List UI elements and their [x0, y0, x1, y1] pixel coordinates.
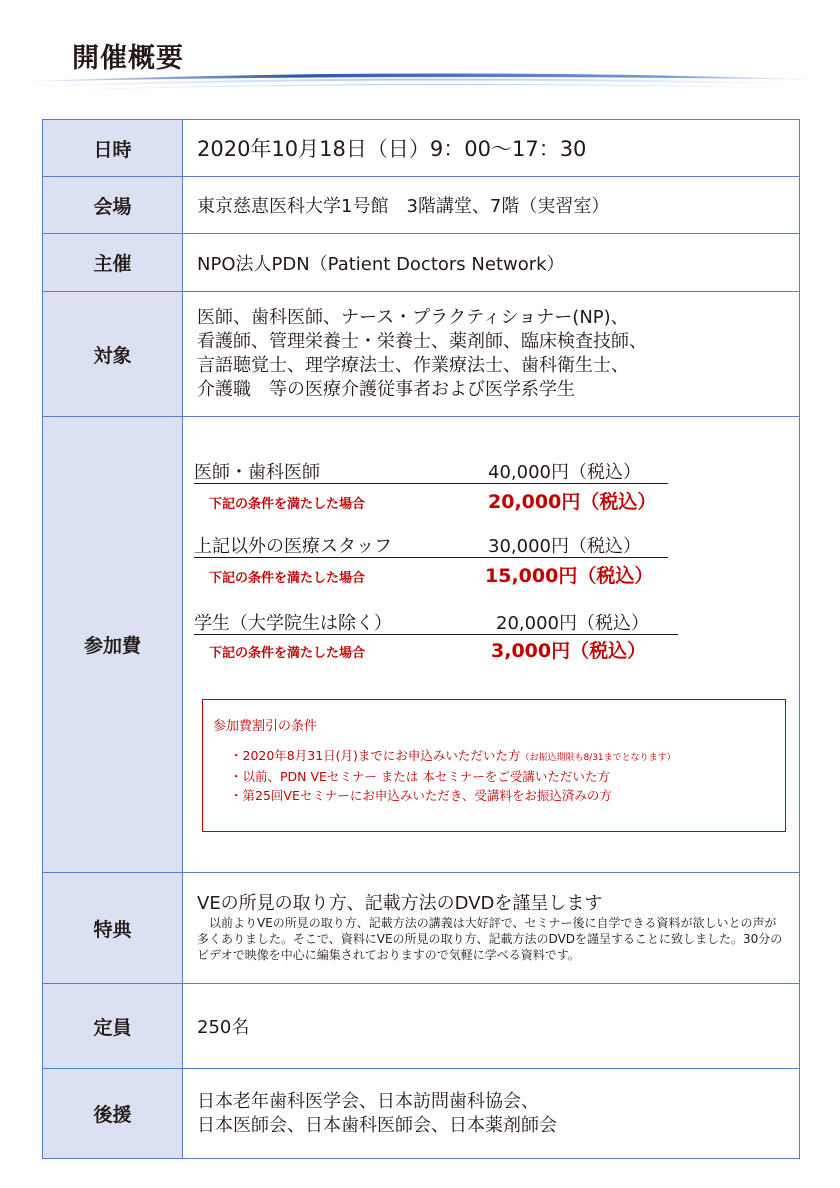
label-datetime: 日時 — [43, 120, 183, 177]
support-line: 日本医師会、日本歯科医師会、日本薬剤師会 — [197, 1114, 557, 1136]
discount-condition-note: （お振込期限も8/31までとなります） — [520, 752, 676, 763]
fee-section — [183, 420, 799, 870]
discount-conditions-box — [202, 699, 786, 832]
fee-discount-price: 20,000円（税込） — [488, 490, 657, 513]
label-fee: 参加費 — [43, 417, 183, 873]
fee-underline — [194, 483, 668, 484]
value-datetime: 2020年10月18日（日）9：00～17：30 — [183, 120, 800, 177]
event-overview-table — [42, 119, 800, 1159]
discount-condition-item — [230, 746, 676, 764]
row-organizer — [43, 234, 800, 292]
target-line: 看護師、管理栄養士・栄養士、薬剤師、臨床検査技師、 — [197, 331, 647, 352]
row-target — [43, 292, 800, 417]
discount-conditions-title: 参加費割引の条件 — [213, 718, 318, 734]
fee-tier-name: 上記以外の医療スタッフ — [194, 535, 392, 557]
page-title: 開催概要 — [72, 43, 184, 74]
fee-condition-label: 下記の条件を満たした場合 — [209, 570, 366, 586]
fee-tier-name: 学生（大学院生は除く） — [194, 612, 392, 634]
target-line: 介護職 等の医療介護従事者および医学系学生 — [197, 379, 575, 400]
value-organizer: NPO法人PDN（Patient Doctors Network） — [183, 234, 800, 292]
target-line: 言語聴覚士、理学療法士、作業療法士、歯科衛生士、 — [197, 355, 629, 376]
fee-condition-label: 下記の条件を満たした場合 — [209, 645, 366, 661]
support-line: 日本老年歯科医学会、日本訪問歯科協会、 — [197, 1090, 539, 1112]
fee-tier-name: 医師・歯科医師 — [194, 461, 320, 483]
label-target: 対象 — [43, 292, 183, 417]
row-datetime — [43, 120, 800, 177]
row-perk — [43, 873, 800, 984]
discount-condition-text: ・2020年8月31日(月)までにお申込みいただいた方 — [230, 747, 521, 763]
row-capacity — [43, 984, 800, 1069]
fee-discount-price: 3,000円（税込） — [491, 639, 647, 662]
perk-description: 以前よりVEの所見の取り方、記載方法の講義は大好評で、セミナー後に自学できる資料が欲しいとの声が多くありました。そこで、資料にVEの所見の取り方、記載方法のDVDを謹呈することに致しました。30分のビデオで映像を中心に編集されておりますので気軽に学べる資料です。 — [197, 916, 783, 962]
row-fee — [43, 417, 800, 873]
value-support — [183, 1069, 800, 1159]
discount-condition-item: ・以前、PDN VEセミナー または 本セミナーをご受講いただいた方 — [230, 768, 610, 784]
perk-headline: VEの所見の取り方、記載方法のDVDを謹呈します — [197, 893, 603, 914]
label-venue: 会場 — [43, 177, 183, 234]
label-perk: 特典 — [43, 873, 183, 984]
row-support — [43, 1069, 800, 1159]
row-venue — [43, 177, 800, 234]
discount-condition-item: ・第25回VEセミナーにお申込みいただき、受講料をお振込済みの方 — [230, 787, 612, 803]
fee-underline — [194, 557, 668, 558]
value-capacity: 250名 — [183, 984, 800, 1069]
value-perk — [183, 873, 800, 984]
fee-condition-label: 下記の条件を満たした場合 — [209, 496, 366, 512]
label-organizer: 主催 — [43, 234, 183, 292]
value-venue: 東京慈恵医科大学1号館 3階講堂、7階（実習室） — [183, 177, 800, 234]
fee-tier-price: 20,000円（税込） — [496, 612, 649, 634]
fee-discount-price: 15,000円（税込） — [485, 564, 654, 587]
label-capacity: 定員 — [43, 984, 183, 1069]
value-target — [183, 292, 800, 417]
target-line: 医師、歯科医師、ナース・プラクティショナー(NP)、 — [197, 307, 629, 328]
fee-underline — [194, 634, 678, 635]
fee-tier-price: 40,000円（税込） — [488, 461, 641, 483]
fee-tier-price: 30,000円（税込） — [488, 535, 641, 557]
title-underline-swoosh — [0, 60, 840, 100]
value-fee — [183, 417, 800, 873]
label-support: 後援 — [43, 1069, 183, 1159]
